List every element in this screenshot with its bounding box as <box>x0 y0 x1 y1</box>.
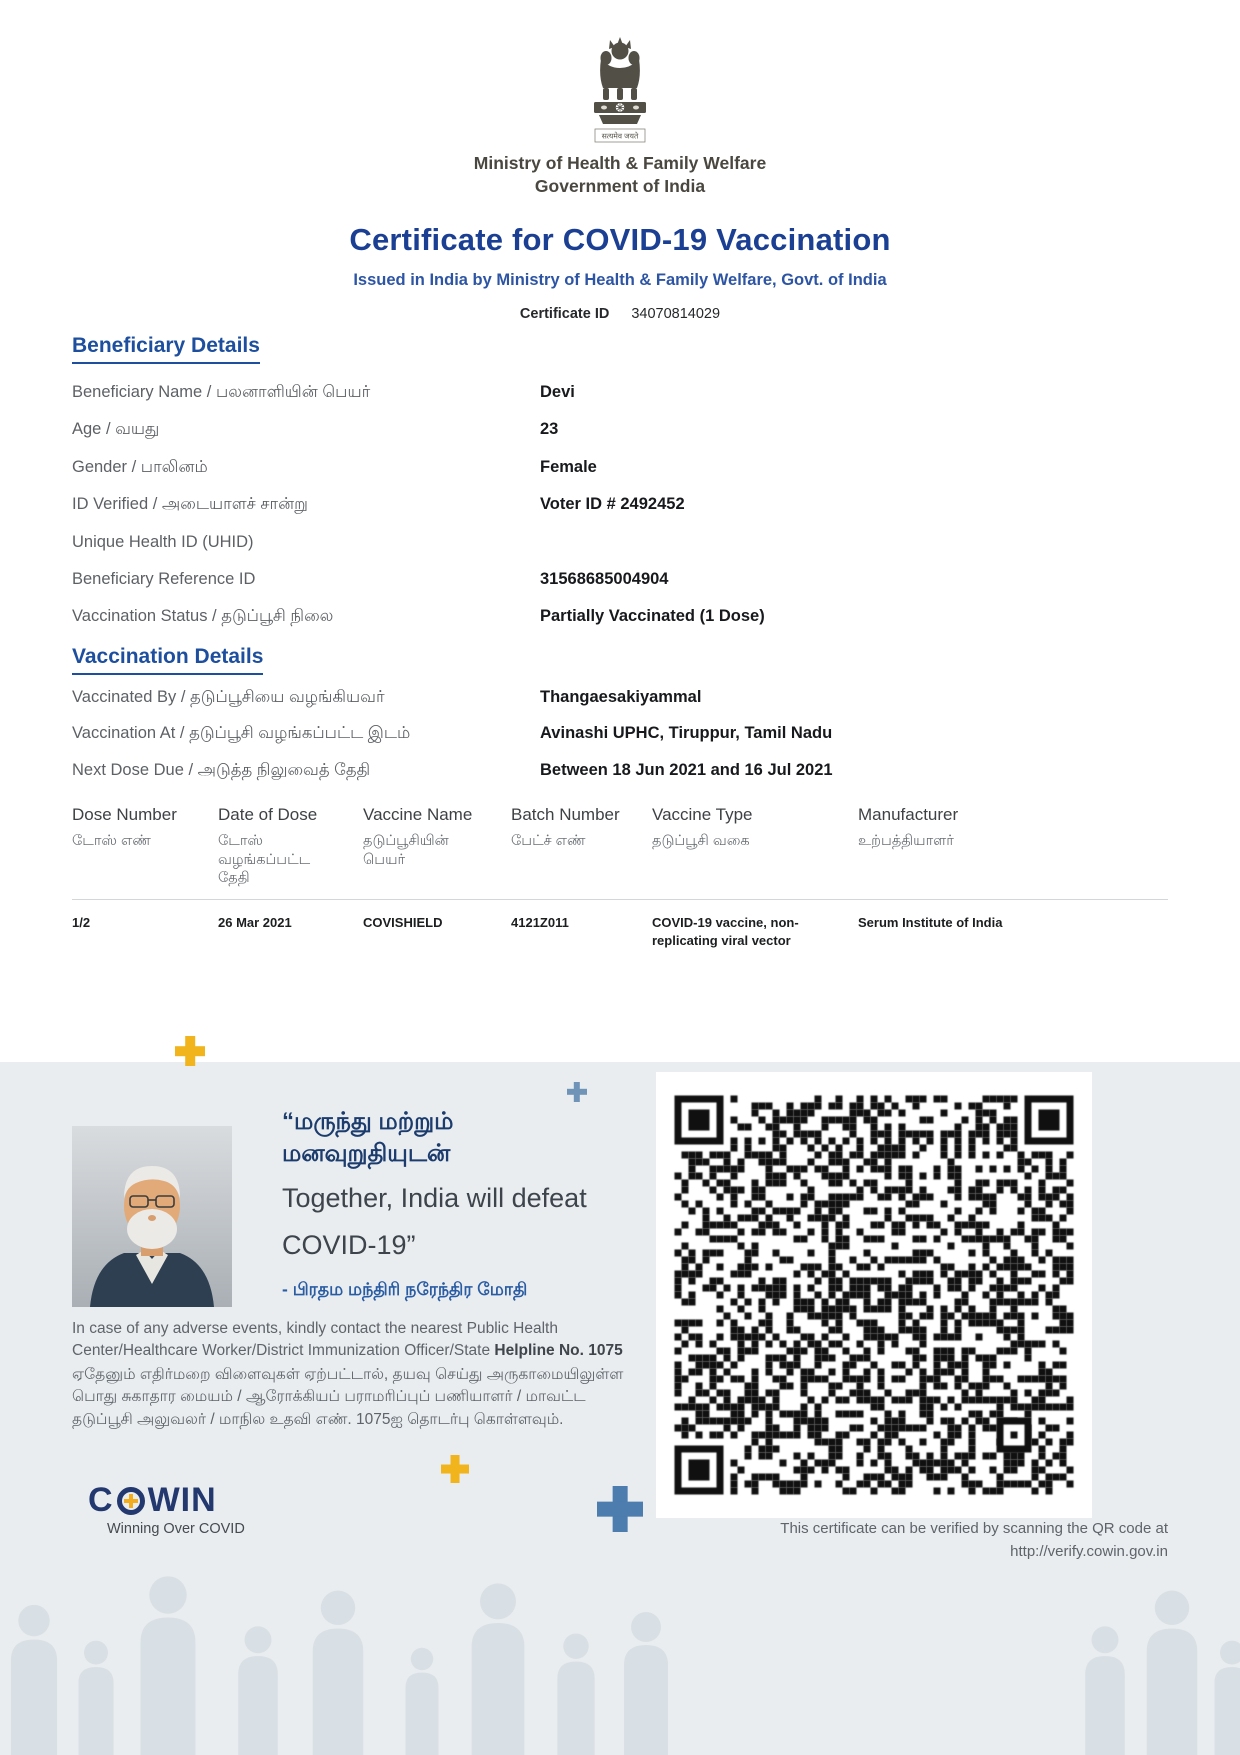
cowin-plus-icon <box>117 1487 145 1515</box>
qr-code-canvas <box>656 1077 1092 1513</box>
field-value: Avinashi UPHC, Tiruppur, Tamil Nadu <box>540 724 833 743</box>
field-value: Partially Vaccinated (1 Dose) <box>540 607 765 626</box>
col-batch-number-ta: பேட்ச் எண் <box>511 833 586 849</box>
col-date-of-dose-ta: டோஸ் வழங்கப்பட்ட தேதி <box>218 833 311 887</box>
dose-table-row <box>72 914 1168 950</box>
field-value: Thangaesakiyammal <box>540 688 702 706</box>
field-label: ID Verified / அடையாளச் சான்று <box>72 495 308 514</box>
pm-quote-block <box>282 1106 672 1302</box>
field-row-vaccination-at <box>72 722 1168 758</box>
quote-english-line1: Together, India will defeat <box>282 1182 587 1213</box>
col-vaccine-type: Vaccine Type <box>652 805 753 824</box>
certificate-id-line <box>0 306 1240 322</box>
col-vaccine-type-ta: தடுப்பூசி வகை <box>652 833 750 849</box>
cell-dose-number: 1/2 <box>72 914 91 930</box>
field-row-next-dose-due <box>72 759 1168 795</box>
national-emblem <box>0 36 1240 144</box>
cowin-logo-win: WIN <box>147 1481 217 1519</box>
cell-date-of-dose: 26 Mar 2021 <box>218 914 292 930</box>
adverse-events-notice-tamil: ஏதேனும் எதிர்மறை விளைவுகள் ஏற்பட்டால், தயவு செய்து அருகாமையிலுள்ள பொது சுகாதார மையம் / ஆரோக்கியப் பராமரிப்புப் பணியாளர் / மாவட்ட தடுப்பூசி அலுவலர் / மாநில உதவி எண். 1075ஐ தொடர்பு கொள்ளவும். <box>72 1366 624 1428</box>
field-row-gender <box>72 456 1168 493</box>
qr-code <box>656 1072 1092 1518</box>
cell-vaccine-type: COVID-19 vaccine, non-replicating viral vector <box>652 914 799 948</box>
col-date-of-dose: Date of Dose <box>218 805 318 824</box>
quote-attribution: - பிரதம மந்திரி நரேந்திர மோதி <box>282 1279 528 1300</box>
cowin-tagline: Winning Over COVID <box>107 1521 245 1537</box>
field-label: Vaccination Status / தடுப்பூசி நிலை <box>72 607 334 626</box>
adverse-text: In case of any adverse events, kindly contact the nearest Public Health Center/Healthcare Worker/District Immunization Officer/State <box>72 1320 558 1360</box>
col-vaccine-name-ta: தடுப்பூசியின் பெயர் <box>363 833 449 868</box>
dose-table-divider <box>72 899 1168 900</box>
adverse-events-notice <box>72 1318 650 1363</box>
quote-english-line2: COVID-19” <box>282 1230 416 1261</box>
field-label: Gender / பாலினம் <box>72 457 208 476</box>
field-label: Vaccinated By / தடுப்பூசியை வழங்கியவர் <box>72 688 385 706</box>
col-dose-number-ta: டோஸ் எண் <box>72 833 151 849</box>
dose-table-header-english <box>72 805 1168 825</box>
certificate-title: Certificate for COVID-19 Vaccination <box>349 221 891 257</box>
vaccination-fields <box>72 686 1168 795</box>
national-emblem-graphic <box>587 36 653 144</box>
pm-portrait-graphic <box>72 1126 232 1307</box>
cell-vaccine-name: COVISHIELD <box>363 914 443 930</box>
beneficiary-details-heading: Beneficiary Details <box>72 334 260 364</box>
field-row-vaccinated-by <box>72 686 1168 722</box>
certificate-header <box>0 36 1240 322</box>
plus-icon <box>441 1455 469 1483</box>
field-label: Beneficiary Reference ID <box>72 569 256 588</box>
cell-batch-number: 4121Z011 <box>511 914 569 930</box>
quote-tamil-line2: மனவுறுதியுடன் <box>282 1139 451 1167</box>
certificate-id-label: Certificate ID <box>519 305 610 322</box>
government-name: Government of India <box>534 175 706 196</box>
field-value: Female <box>540 457 597 476</box>
col-batch-number: Batch Number <box>511 805 620 824</box>
quote-tamil-line1: “மருந்து மற்றும் <box>282 1108 454 1135</box>
helpline-number: Helpline No. 1075 <box>494 1342 623 1360</box>
field-value: Between 18 Jun 2021 and 16 Jul 2021 <box>540 760 833 779</box>
col-vaccine-name: Vaccine Name <box>363 805 473 824</box>
col-manufacturer: Manufacturer <box>858 805 959 824</box>
cell-manufacturer: Serum Institute of India <box>858 914 1003 930</box>
vaccination-details-heading: Vaccination Details <box>72 645 263 675</box>
verification-note <box>780 1518 1168 1563</box>
beneficiary-fields <box>72 381 1168 643</box>
field-label: Age / வயது <box>72 420 160 439</box>
field-label: Vaccination At / தடுப்பூசி வழங்கப்பட்ட இடம் <box>72 724 411 743</box>
field-row-beneficiary-name <box>72 381 1168 418</box>
certificate-id-value: 34070814029 <box>631 305 721 322</box>
field-label: Unique Health ID (UHID) <box>72 532 254 551</box>
field-value: 23 <box>540 420 559 439</box>
field-label: Beneficiary Name / பலனாளியின் பெயர் <box>72 383 371 401</box>
col-manufacturer-ta: உற்பத்தியாளர் <box>858 833 954 849</box>
plus-icon <box>175 1036 205 1066</box>
dose-table <box>72 805 1168 950</box>
emblem-motto: सत्यमेव जयते <box>601 131 639 141</box>
field-value: Devi <box>540 383 575 401</box>
ministry-name: Ministry of Health & Family Welfare <box>473 153 767 173</box>
pm-portrait-photo <box>72 1126 232 1307</box>
field-row-uhid <box>72 531 1168 568</box>
verification-url: http://verify.cowin.gov.in <box>1010 1542 1168 1560</box>
field-value: Voter ID # 2492452 <box>540 495 685 514</box>
dose-table-header-tamil <box>72 832 1168 888</box>
col-dose-number: Dose Number <box>72 805 177 824</box>
verification-text: This certificate can be verified by scanning the QR code at <box>780 1520 1168 1537</box>
plus-icon <box>597 1486 643 1532</box>
field-row-age <box>72 418 1168 455</box>
cowin-logo <box>88 1481 217 1520</box>
footer-panel <box>0 1062 1240 1755</box>
field-value: 31568685004904 <box>540 569 669 588</box>
certificate-subtitle: Issued in India by Ministry of Health & Family Welfare, Govt. of India <box>353 270 887 289</box>
field-label: Next Dose Due / அடுத்த நிலுவைத் தேதி <box>72 760 371 779</box>
field-row-id-verified <box>72 493 1168 530</box>
plus-icon <box>567 1082 587 1102</box>
cowin-logo-c: C <box>88 1481 114 1519</box>
field-row-vaccination-status <box>72 605 1168 642</box>
field-row-beneficiary-reference-id <box>72 568 1168 605</box>
